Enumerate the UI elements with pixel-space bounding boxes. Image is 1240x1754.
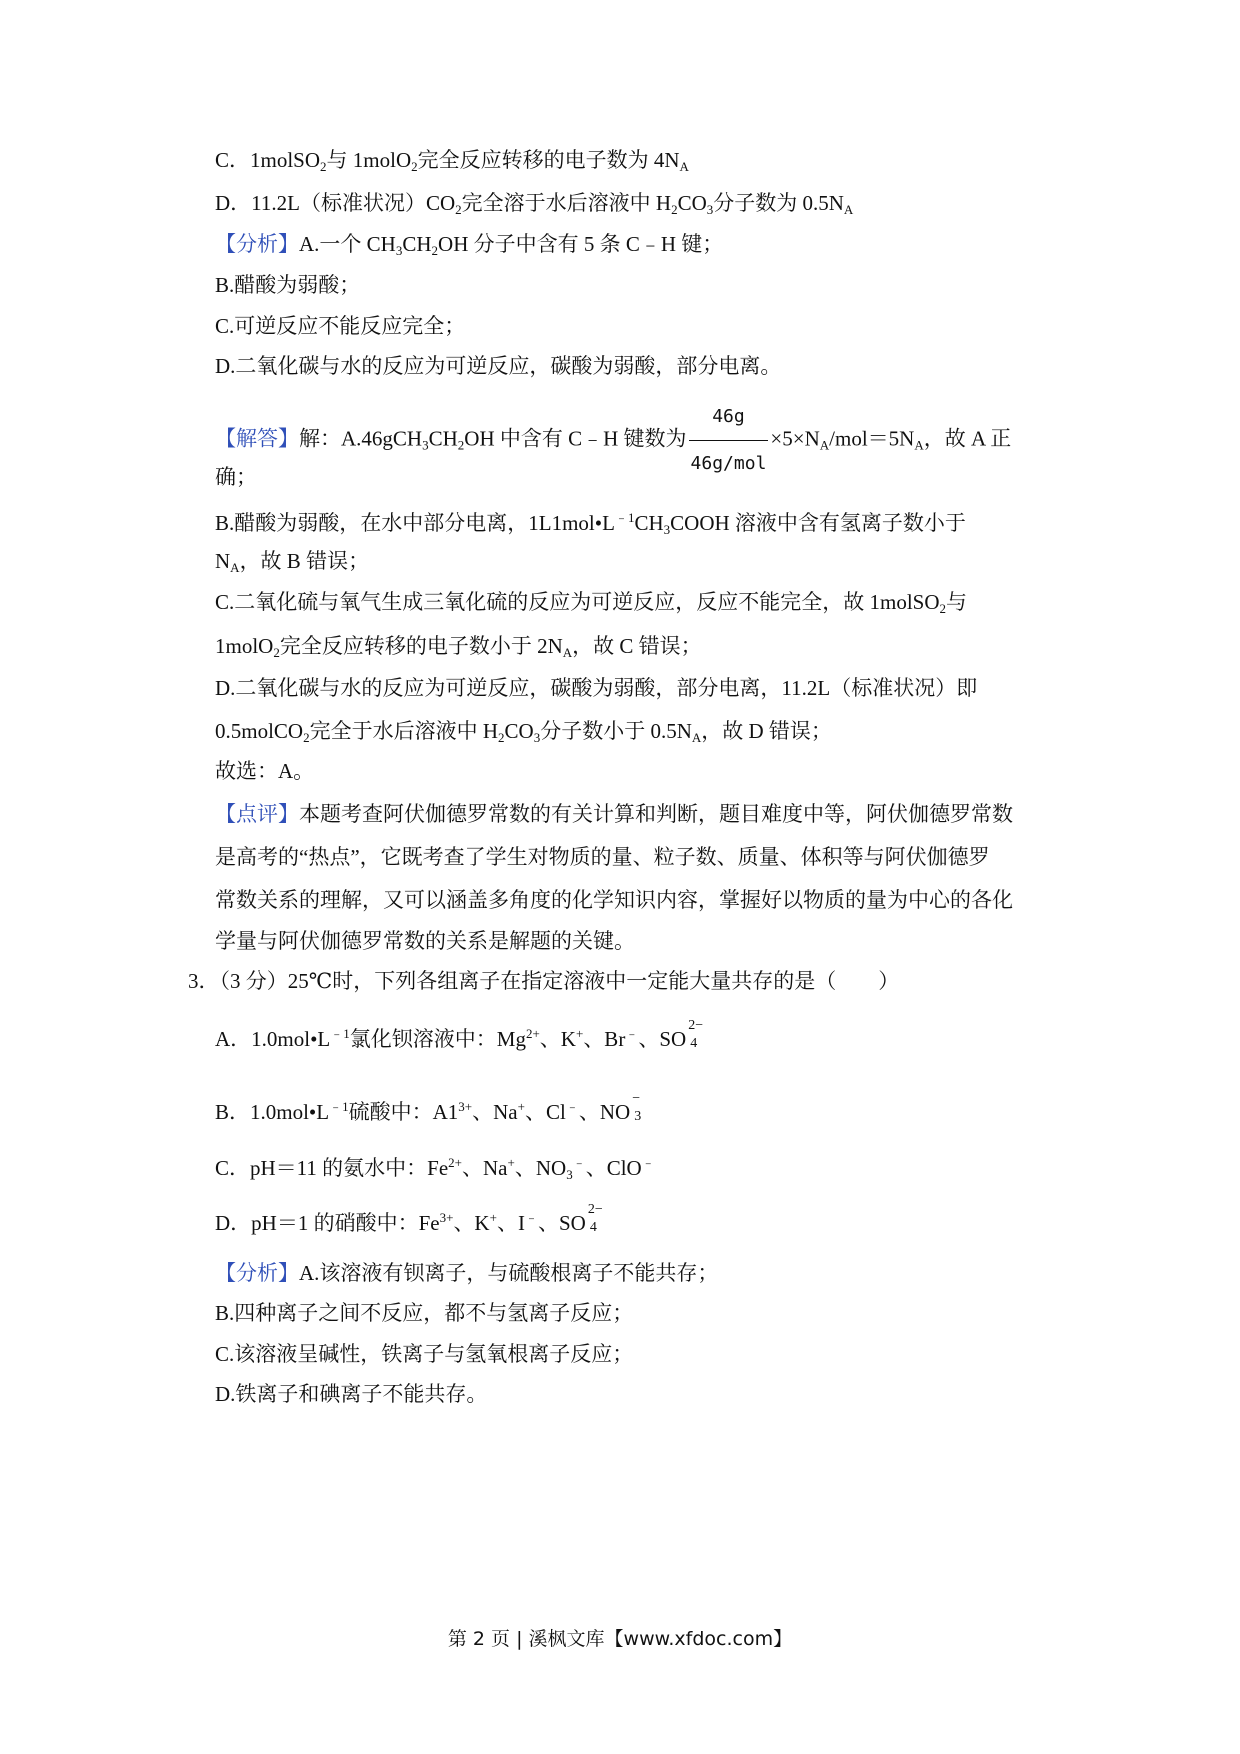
- q2-answer-d-cont: 0.5molCO$_2$完全于水后溶液中 $H_2CO_3$分子数小于 $0.5N_A$，故 D 错误；: [215, 719, 832, 745]
- q3-analysis-b: B.四种离子之间不反应，都不与氢离子反应；: [215, 1301, 634, 1325]
- q2-analysis-b: B.醋酸为弱酸；: [215, 273, 361, 297]
- q3-stem: 3．（3 分）25℃时，下列各组离子在指定溶液中一定能大量共存的是（ ）: [188, 969, 900, 993]
- fraction: $\frac{46g}{\text{46g/mol}}$: [689, 395, 769, 486]
- q2-review-line-3: 常数关系的理解，又可以涵盖多角度的化学知识内容，掌握好以物质的量为中心的各化: [215, 888, 1013, 912]
- q2-option-c: C．1molSO$_2$与 1molO$_2$完全反应转移的电子数为 $4N_A$: [215, 148, 689, 174]
- q2-analysis-d: D.二氧化碳与水的反应为可逆反应，碳酸为弱酸，部分电离。: [215, 354, 782, 378]
- q2-answer-c: C.二氧化硫与氧气生成三氧化硫的反应为可逆反应，反应不能完全，故 1molSO$_2$与: [215, 590, 968, 616]
- q2-answer-c-cont: 1molO$_2$完全反应转移的电子数小于 $2N_A$，故 C 错误；: [215, 634, 702, 660]
- ion-charge: − 3: [632, 1091, 642, 1124]
- q3-analysis-d: D.铁离子和碘离子不能共存。: [215, 1382, 488, 1406]
- q2-answer-b: B.醋酸为弱酸，在水中部分电离，$1L1mol•L^{﹣1}CH_3COOH$ 溶液中含有氢离子数小于: [215, 510, 966, 537]
- review-tag: 【点评】: [215, 802, 299, 826]
- q2-analysis-a: 【分析】A.一个 $CH_3CH_2OH$ 分子中含有 5 条 C﹣H 键；: [215, 232, 724, 258]
- analysis-tag: 【分析】: [215, 232, 299, 256]
- q3-option-b: B．$1.0mol•L^{﹣1}$硫酸中：$A1^{3+}$、Na+、Cl﹣、NO − 3: [215, 1092, 648, 1127]
- q3-option-c: C．pH＝11 的氨水中：$Fe^{2+}$、Na+、$NO_3^﹣$、ClO﹣: [215, 1155, 655, 1182]
- q2-answer-a-cont: 确；: [215, 465, 257, 489]
- q2-answer-a: 【解答】解：$A.46gCH_3CH_2OH$ 中含有 C﹣H 键数为 $\frac{46g}{\text{46g/mol}}$ $\times 5\times N_A/mol=5N_A$，故 A 正: [215, 395, 1011, 486]
- ion-charge: 2− 4: [587, 1202, 603, 1235]
- q2-analysis-c: C.可逆反应不能反应完全；: [215, 314, 466, 338]
- q3-analysis-c: C.该溶液呈碱性，铁离子与氢氧根离子反应；: [215, 1342, 634, 1366]
- ion-charge: 2− 4: [688, 1018, 704, 1051]
- q2-answer-b-cont: $N_A$，故 B 错误；: [215, 549, 370, 575]
- page-footer: 第 2 页 | 溪枫文库【www.xfdoc.com】: [447, 1628, 793, 1650]
- q2-review-line-4: 学量与阿伏伽德罗常数的关系是解题的关键。: [215, 929, 635, 953]
- q3-option-d: D．pH＝1 的硝酸中：$Fe^{3+}$、K+、I﹣、SO 2− 4: [215, 1202, 603, 1235]
- answer-tag: 【解答】: [215, 426, 299, 451]
- analysis-tag: 【分析】: [215, 1261, 299, 1285]
- q2-answer-d: D.二氧化碳与水的反应为可逆反应，碳酸为弱酸，部分电离，11.2L（标准状况）即: [215, 676, 978, 700]
- q2-review-line-1: 【点评】本题考查阿伏伽德罗常数的有关计算和判断，题目难度中等，阿伏伽德罗常数: [215, 802, 1013, 826]
- q2-review-line-2: 是高考的“热点”，它既考查了学生对物质的量、粒子数、质量、体积等与阿伏伽德罗: [215, 845, 990, 869]
- q3-option-a: A．$1.0mol•L^{﹣1}$氯化钡溶液中：$Mg^{2+}$、K+、Br﹣、SO 2− 4: [215, 1018, 704, 1051]
- q3-analysis-a: 【分析】A.该溶液有钡离子，与硫酸根离子不能共存；: [215, 1261, 719, 1285]
- q2-answer-choice: 故选：A。: [215, 759, 315, 783]
- q2-option-d: D．11.2L（标准状况）$CO_2$完全溶于水后溶液中 $H_2CO_3$分子数为 $0.5N_A$: [215, 191, 854, 217]
